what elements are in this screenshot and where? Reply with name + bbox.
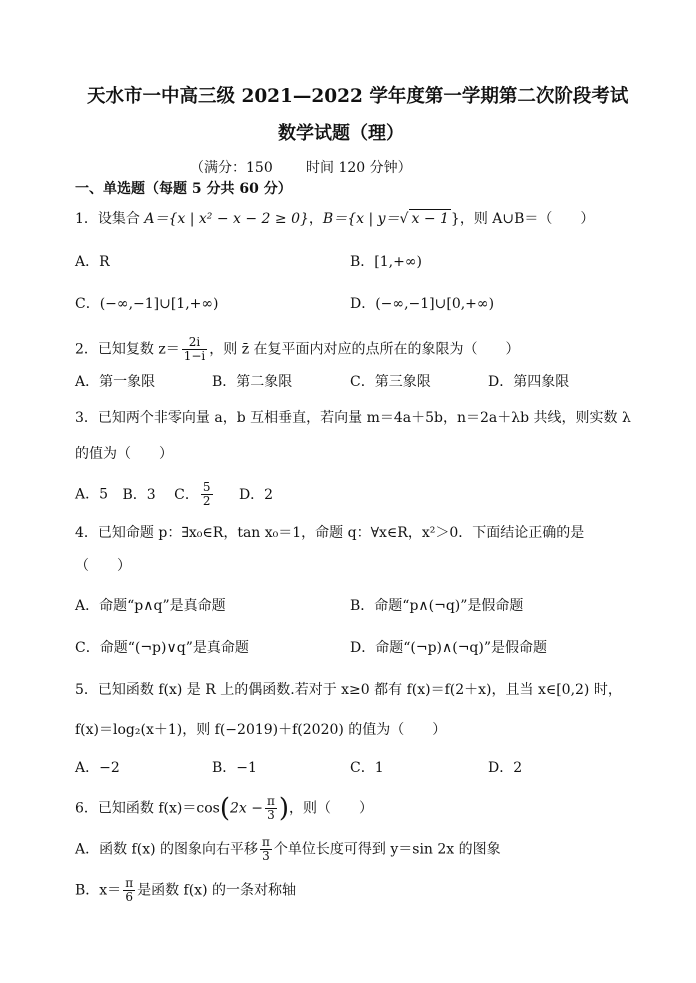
q3-c-num: 5 xyxy=(202,480,211,494)
question-4-stem-line1: 4．已知命题 p：∃x₀∈R，tan x₀＝1，命题 q：∀x∈R，x²＞0．下面结论正确的是 xyxy=(75,525,585,541)
q3-option-d: D．2 xyxy=(238,486,274,503)
exam-title: 天水市一中高三级 2021—2022 学年度第一学期第二次阶段考试 xyxy=(87,86,629,107)
q6-pi-den: 3 xyxy=(265,808,277,822)
q2-option-b: B．第二象限 xyxy=(212,374,293,390)
q5-option-b: B．−1 xyxy=(212,760,257,776)
exam-time-info: 时间 120 分钟） xyxy=(306,160,412,176)
q4-option-c: C．命题“(¬p)∨q”是真命题 xyxy=(75,640,249,656)
q1-set-b: B＝{x | y＝ xyxy=(322,211,400,227)
exam-score-info: （满分：150 xyxy=(190,160,273,176)
q1-suffix: ，则 A∪B＝（ ） xyxy=(459,211,595,227)
q2-option-d: D．第四象限 xyxy=(488,374,570,390)
q6-b-suffix: 是函数 f(x) 的一条对称轴 xyxy=(137,882,296,899)
q1-sqrt-body: x − 1 xyxy=(411,211,449,227)
q4-option-b: B．命题“p∧(¬q)”是假命题 xyxy=(350,598,524,614)
question-1-stem: 1．设集合 A＝{x | x² − x − 2 ≥ 0}，B＝{x | y＝√ x − 1 }，则 A∪B＝（ ） xyxy=(75,211,595,227)
q6-a-prefix: A．函数 f(x) 的图象向右平移 xyxy=(75,841,259,858)
q1-set-a: A＝{x | x² − x − 2 ≥ 0} xyxy=(144,211,309,227)
q5-option-a: A．−2 xyxy=(75,760,120,776)
q2-suffix: ，则 z̄ 在复平面内对应的点所在的象限为（ ） xyxy=(209,341,520,358)
exam-subtitle: 数学试题（理） xyxy=(278,123,404,144)
q3-option-b: B．3 xyxy=(122,486,156,503)
q2-fraction xyxy=(182,336,208,363)
right-paren-icon: ) xyxy=(278,793,289,824)
q2-option-a: A．第一象限 xyxy=(75,374,156,390)
q6-a-num: π xyxy=(262,835,270,849)
q1-option-c: C．(−∞,−1]∪[1,+∞) xyxy=(75,296,219,312)
q1-option-d: D．(−∞,−1]∪[0,+∞) xyxy=(350,296,495,312)
question-5-stem-line2: f(x)＝log₂(x＋1)，则 f(−2019)＋f(2020) 的值为（ ） xyxy=(75,722,447,738)
q3-option-a: A．5 xyxy=(75,486,109,503)
q4-option-d: D．命题“(¬p)∧(¬q)”是假命题 xyxy=(350,640,548,656)
q6-a-suffix: 个单位长度可得到 y＝sin 2x 的图象 xyxy=(273,841,501,858)
q2-prefix: 2．已知复数 z＝ xyxy=(75,341,180,358)
q1-option-b: B．[1,+∞) xyxy=(350,254,422,270)
q6-b-prefix: B．x＝ xyxy=(75,882,122,899)
q3-option-c-prefix: C． xyxy=(174,486,199,503)
q6-cos-arg: 2x − xyxy=(229,800,263,817)
sqrt-icon: √ xyxy=(399,211,409,227)
q5-option-c: C．1 xyxy=(350,760,384,776)
q3-options xyxy=(75,481,273,508)
q6-suffix: ，则（ ） xyxy=(289,800,373,817)
q6-b-num: π xyxy=(125,876,134,890)
q4-option-a: A．命题“p∧q”是真命题 xyxy=(75,598,226,614)
question-3-stem-line1: 3．已知两个非零向量 a，b 互相垂直，若向量 m＝4a＋5b，n＝2a＋λb 共线，则实数 λ xyxy=(75,410,631,426)
q6-option-b xyxy=(75,877,296,904)
q6-pi-num: π xyxy=(266,794,275,808)
q3-c-den: 2 xyxy=(202,494,211,508)
q2-frac-den: 1−i xyxy=(183,349,206,363)
left-paren-icon: ( xyxy=(219,793,230,824)
question-6-stem xyxy=(75,795,373,822)
q1-prefix: 1．设集合 xyxy=(75,211,145,227)
question-5-stem-line1: 5．已知函数 f(x) 是 R 上的偶函数.若对于 x≥0 都有 f(x)＝f(2＋x)，且当 x∈[0,2) 时， xyxy=(75,682,622,698)
q1-set-b-end: } xyxy=(450,211,460,227)
q6-b-den: 6 xyxy=(123,890,135,904)
q6-a-den: 3 xyxy=(260,849,272,863)
question-4-stem-line2: （ ） xyxy=(75,558,131,574)
q3-option-c-fraction xyxy=(201,481,213,508)
q6-pi-fraction xyxy=(265,795,277,822)
question-3-stem-line2: 的值为（ ） xyxy=(75,446,173,462)
q2-frac-num: 2i xyxy=(188,335,201,349)
q5-option-d: D．2 xyxy=(488,760,523,776)
q1-option-a: A．R xyxy=(75,254,110,270)
q6-a-fraction xyxy=(260,836,272,863)
q2-option-c: C．第三象限 xyxy=(350,374,431,390)
section-heading: 一、单选题（每题 5 分共 60 分） xyxy=(75,181,292,197)
q6-b-fraction xyxy=(123,877,135,904)
q6-prefix: 6．已知函数 f(x)＝cos xyxy=(75,800,220,817)
q6-option-a xyxy=(75,836,501,863)
question-2-stem xyxy=(75,336,520,363)
